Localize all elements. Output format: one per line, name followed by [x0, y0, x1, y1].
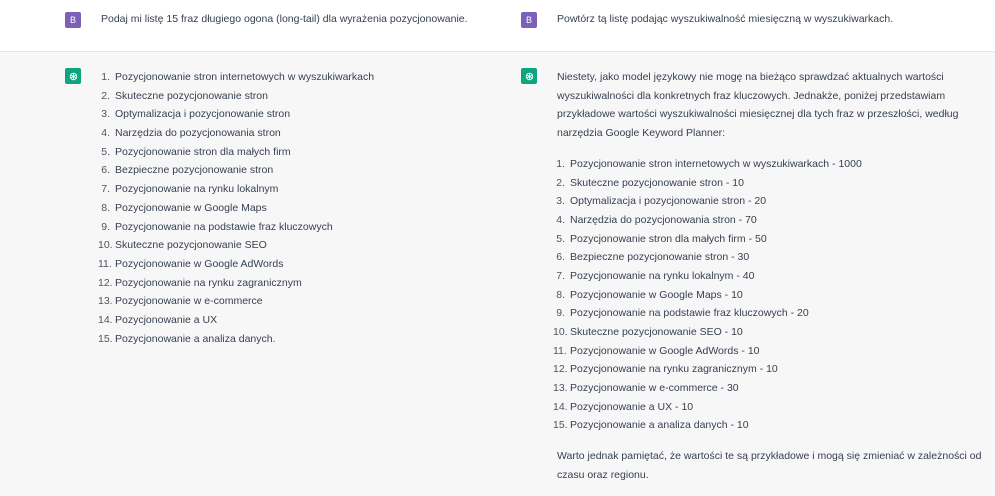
list-item	[98, 274, 478, 293]
list-text: Pozycjonowanie na rynku zagranicznym	[115, 276, 302, 289]
keyword-list	[98, 68, 478, 348]
list-item	[98, 330, 478, 349]
list-text: Optymalizacja i pozycjonowanie stron - 20	[570, 195, 767, 208]
list-number: 9.	[556, 307, 565, 320]
keyword-volume-list	[553, 155, 993, 435]
list-item	[98, 199, 478, 218]
list-item	[98, 143, 478, 162]
list-number: 8.	[101, 201, 110, 214]
list-number: 5.	[556, 232, 565, 245]
list-item	[553, 248, 993, 267]
list-item	[98, 255, 478, 274]
list-text: Pozycjonowanie na podstawie fraz kluczowych - 20	[570, 307, 809, 320]
list-text: Pozycjonowanie w Google AdWords - 10	[570, 344, 760, 357]
list-number: 5.	[101, 145, 110, 158]
list-number: 10.	[98, 239, 113, 252]
list-text: Bezpieczne pozycjonowanie stron - 30	[570, 251, 750, 264]
list-number: 7.	[556, 269, 565, 282]
paragraph-line: Warto jednak pamiętać, że wartości te są przykładowe i mogą się zmieniać w zależności od	[557, 450, 982, 463]
list-item	[553, 323, 993, 342]
list-number: 3.	[101, 108, 110, 121]
list-text: Pozycjonowanie na rynku lokalnym	[115, 183, 279, 196]
list-item	[553, 155, 993, 174]
paragraph-line: wyszukiwalności dla konkretnych fraz kluczowych. Jednakże, poniżej przedstawiam	[557, 89, 946, 102]
list-number: 13.	[98, 295, 113, 308]
list-item	[98, 87, 478, 106]
list-text: Skuteczne pozycjonowanie SEO - 10	[570, 326, 743, 338]
list-text: Pozycjonowanie a analiza danych - 10	[570, 419, 749, 432]
list-text: Pozycjonowanie a analiza danych.	[115, 332, 276, 345]
list-text: Pozycjonowanie na podstawie fraz kluczowych	[115, 220, 333, 233]
list-number: 15.	[553, 419, 568, 432]
list-text: Narzędzia do pozycjonowania stron	[115, 127, 281, 140]
list-text: Pozycjonowanie a UX	[115, 313, 218, 326]
list-item	[98, 218, 478, 237]
list-text: Pozycjonowanie stron internetowych w wyszukiwarkach	[115, 71, 375, 83]
list-number: 9.	[101, 220, 110, 233]
list-number: 12.	[98, 276, 113, 289]
list-item	[98, 124, 478, 143]
list-number: 11.	[553, 344, 567, 357]
list-item	[553, 304, 993, 323]
list-text: Pozycjonowanie stron dla małych firm	[115, 145, 291, 158]
list-number: 4.	[101, 127, 110, 140]
assistant-intro	[557, 68, 993, 143]
list-item	[553, 174, 993, 193]
list-item	[98, 311, 478, 330]
list-item	[553, 230, 993, 249]
user-avatar: B	[521, 12, 537, 28]
list-item	[553, 416, 993, 435]
list-number: 2.	[556, 176, 565, 189]
list-number: 12.	[553, 363, 568, 376]
list-item	[553, 360, 993, 379]
list-text: Pozycjonowanie w e-commerce - 30	[570, 382, 739, 395]
list-number: 8.	[556, 288, 565, 301]
list-item	[553, 286, 993, 305]
user-message: Powtórz tą listę podając wyszukiwalność miesięczną w wyszukiwarkach.	[557, 13, 894, 25]
assistant-message	[553, 68, 993, 485]
list-item	[98, 68, 478, 87]
list-item	[553, 267, 993, 286]
list-item	[98, 236, 478, 255]
list-number: 15.	[98, 332, 113, 345]
paragraph-line: narzędzia Google Keyword Planner:	[557, 127, 726, 140]
list-text: Optymalizacja i pozycjonowanie stron	[115, 108, 291, 121]
list-item	[98, 292, 478, 311]
list-text: Skuteczne pozycjonowanie stron	[115, 89, 268, 102]
list-item	[98, 180, 478, 199]
list-number: 1.	[556, 157, 565, 170]
assistant-outro	[557, 447, 993, 484]
list-text: Pozycjonowanie w e-commerce	[115, 295, 263, 308]
list-number: 4.	[556, 213, 565, 226]
list-number: 11.	[98, 257, 112, 270]
list-number: 10.	[553, 326, 568, 338]
list-text: Pozycjonowanie na rynku lokalnym - 40	[570, 269, 755, 282]
list-number: 2.	[101, 89, 110, 102]
list-item	[553, 379, 993, 398]
user-avatar: B	[65, 12, 81, 28]
list-item	[553, 211, 993, 230]
list-item	[98, 105, 478, 124]
list-number: 13.	[553, 382, 568, 395]
user-message: Podaj mi listę 15 fraz długiego ogona (long-tail) dla wyrażenia pozycjonowanie.	[101, 13, 468, 25]
list-item	[553, 192, 993, 211]
list-item	[553, 342, 993, 361]
paragraph-line: czasu oraz regionu.	[557, 468, 649, 481]
list-number: 7.	[101, 183, 110, 196]
list-text: Pozycjonowanie w Google Maps - 10	[570, 288, 743, 301]
list-text: Skuteczne pozycjonowanie stron - 10	[570, 176, 744, 189]
list-text: Pozycjonowanie na rynku zagranicznym - 10	[570, 363, 778, 376]
list-item	[98, 161, 478, 180]
list-text: Pozycjonowanie stron dla małych firm - 50	[570, 232, 767, 245]
openai-logo-icon	[521, 68, 537, 84]
list-text: Pozycjonowanie stron internetowych w wyszukiwarkach - 1000	[570, 157, 862, 170]
list-number: 6.	[556, 251, 565, 264]
paragraph-line: Niestety, jako model językowy nie mogę na bieżąco sprawdzać aktualnych wartości	[557, 71, 944, 83]
list-number: 14.	[98, 313, 113, 326]
paragraph-line: przykładowe wartości wyszukiwalności miesięcznej dla tych fraz w przeszłości, według	[557, 108, 959, 121]
list-text: Skuteczne pozycjonowanie SEO	[115, 239, 267, 252]
list-item	[553, 398, 993, 417]
list-text: Bezpieczne pozycjonowanie stron	[115, 164, 274, 177]
list-number: 14.	[553, 400, 568, 413]
list-number: 1.	[101, 71, 110, 83]
list-text: Pozycjonowanie a UX - 10	[570, 400, 694, 413]
list-number: 3.	[556, 195, 565, 208]
assistant-message	[98, 68, 478, 348]
list-text: Pozycjonowanie w Google Maps	[115, 201, 267, 214]
list-text: Narzędzia do pozycjonowania stron - 70	[570, 213, 757, 226]
openai-logo-icon	[65, 68, 81, 84]
list-number: 6.	[101, 164, 110, 177]
list-text: Pozycjonowanie w Google AdWords	[115, 257, 284, 270]
